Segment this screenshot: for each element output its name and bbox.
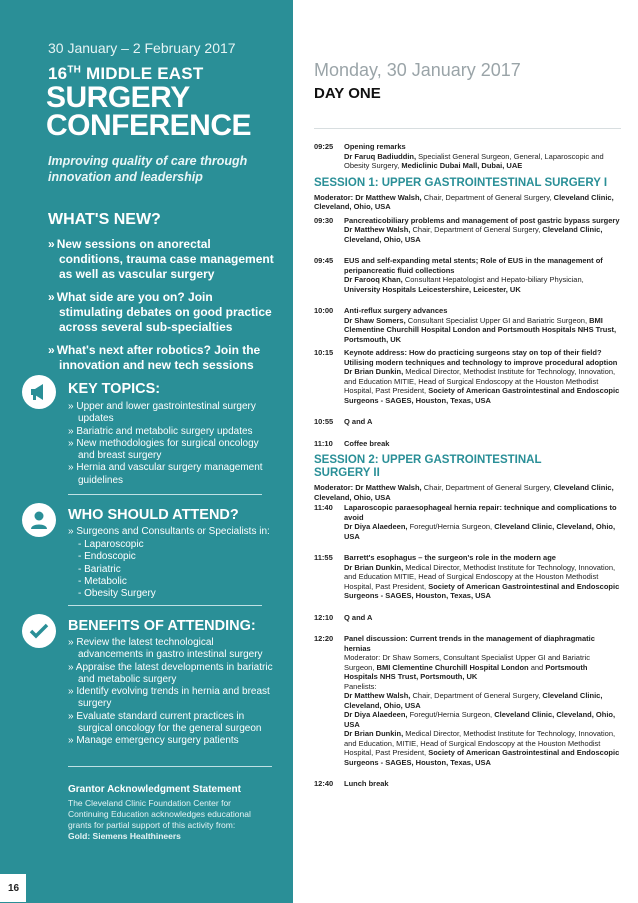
tagline: Improving quality of care through innovation and leadership (48, 154, 248, 184)
agenda-item: 09:30 Pancreaticobiliary problems and management of post gastric bypass surgery Dr Matthew Walsh, Chair, Department of General Surgery, Cleveland Clinic, Cleveland, Ohio, USA (314, 215, 620, 244)
agenda-item: 10:15 Keynote address: How do practicing surgeons stay on top of their field? Utilising modern techniques and technology to improve procedural adoption Dr Brian Dunkin, Medical Director, Methodist Institute for Technology, Innovation, and Education MITIE, Head of Surgical Endoscopy at the Houston Methodist Hospital, Past President, Society of American Gastrointestinal and Endoscopic Surgeons - SAGES, Houston, Texas, USA (314, 348, 620, 405)
agenda-day: DAY ONE (314, 85, 381, 102)
edition-rest: MIDDLE EAST (85, 64, 204, 83)
edition-suffix: TH (67, 64, 82, 76)
edition-number: 16 (48, 64, 68, 83)
chevron-icon: » (68, 637, 74, 648)
agenda-item: 09:45 EUS and self-expanding metal stents; Role of EUS in the management of peripancreatic fluid collections Dr Farooq Khan, Consultant Hepatologist and Hepato-biliary Physician, University Hospitals Leicestershire, Leicester, UK (314, 256, 603, 294)
agenda-date: Monday, 30 January 2017 (314, 60, 521, 80)
title-line-1: SURGERY (46, 81, 190, 114)
specialty-item: - Endoscopic (78, 551, 136, 563)
chevron-icon: » (68, 661, 74, 673)
key-topics-list (68, 401, 278, 487)
whats-new-list (48, 237, 278, 381)
chevron-icon: » (68, 425, 74, 437)
agenda-item: 12:40 Lunch break (314, 779, 389, 788)
specialty-item: - Bariatric (78, 563, 121, 575)
attendee-intro: » Surgeons and Consultants or Specialists in: (68, 526, 270, 537)
divider (68, 605, 262, 606)
chevron-icon: » (48, 237, 55, 251)
benefits-heading: BENEFITS OF ATTENDING: (68, 618, 256, 634)
key-topic-item: » New methodologies for surgical oncology and breast surgery (68, 437, 259, 462)
chevron-icon: » (68, 526, 74, 537)
sidebar (0, 0, 293, 903)
agenda-column (293, 0, 638, 903)
session-2-title: SESSION 2: UPPER GASTROINTESTINAL SURGERY II (314, 454, 542, 479)
key-topic-item: » Bariatric and metabolic surgery updates (68, 425, 253, 437)
benefit-item: » Evaluate standard current practices in surgical oncology for the general surgeon (68, 710, 262, 735)
page-number: 16 (8, 883, 20, 894)
benefit-item: » Identify evolving trends in hernia and breast surgery (68, 686, 270, 710)
whats-new-item: » What side are you on? Join stimulating debates on good practice across several sub-specialties (48, 290, 272, 334)
key-topic-item: » Upper and lower gastrointestinal surgery updates (68, 401, 256, 425)
speaker-org: Mediclinic Dubai Mall, Dubai, UAE (401, 161, 523, 170)
chevron-icon: » (48, 343, 55, 357)
whats-new-heading: WHAT'S NEW? (48, 211, 161, 228)
megaphone-icon (22, 375, 56, 409)
conference-dates: 30 January – 2 February 2017 (48, 40, 236, 56)
conference-title (46, 81, 252, 142)
chevron-icon: » (68, 686, 74, 698)
grantor-text: The Cleveland Clinic Foundation Center for Continuing Education acknowledges educational grants for partial support of this activity from: (68, 798, 251, 830)
chevron-icon: » (68, 437, 74, 449)
grantor-heading: Grantor Acknowledgment Statement (68, 784, 241, 795)
specialty-item: - Laparoscopic (78, 539, 144, 550)
chevron-icon: » (68, 710, 74, 722)
whats-new-item: » New sessions on anorectal conditions, trauma case management as well as vascular surgery (48, 237, 274, 281)
session-moderator: Moderator: Dr Matthew Walsh, Chair, Department of General Surgery, Cleveland Clinic, Cleveland, Ohio, USA (314, 192, 614, 211)
key-topic-item: » Hernia and vascular surgery management guidelines (68, 462, 263, 486)
benefit-item: » Appraise the latest developments in bariatric and metabolic surgery (68, 661, 273, 685)
agenda-list (314, 142, 621, 793)
agenda-time: 09:25 (314, 142, 334, 151)
grantor-gold: Gold: Siemens Healthineers (68, 831, 181, 841)
whats-new-item: » What's next after robotics? Join the innovation and new tech sessions (48, 343, 261, 372)
agenda-item: 10:55 Q and A (314, 417, 373, 426)
benefit-item: » Manage emergency surgery patients (68, 735, 239, 747)
agenda-item: 11:40 Laparoscopic paraesophageal hernia repair: technique and complications to avoid Dr Diya Alaedeen, Foregut/Hernia Surgeon, Cleveland Clinic, Cleveland, Ohio, USA (314, 503, 617, 541)
session-1-title: SESSION 1: UPPER GASTROINTESTINAL SURGERY I (314, 176, 608, 189)
speaker-role: Specialist General Surgeon, General, Laparoscopic and Obesity Surgery, (344, 151, 604, 170)
chevron-icon: » (68, 401, 74, 412)
benefits-list (68, 637, 278, 748)
specialty-item: - Obesity Surgery (78, 588, 156, 600)
title-line-2: CONFERENCE (46, 109, 252, 142)
agenda-item: 11:55 Barrett's esophagus – the surgeon's role in the modern age Dr Brian Dunkin, Medical Director, Methodist Institute for Technology, Innovation, and Education MITIE, Head of Surgical Endoscopy at the Houston Methodist Hospital, Past President, Society of American Gastrointestinal and Endoscopic Surgeons - SAGES, Houston, Texas, USA (314, 553, 620, 600)
speaker-name: Dr Faruq Badiuddin, (344, 151, 417, 161)
agenda-item: 12:10 Q and A (314, 612, 373, 622)
person-icon (22, 503, 56, 537)
agenda-item: 11:10 Coffee break (314, 438, 390, 448)
agenda-title: Opening remarks (344, 142, 406, 151)
agenda-item (314, 142, 621, 171)
who-should-attend-list (68, 526, 278, 538)
specialty-list (78, 539, 288, 600)
chevron-icon: » (48, 290, 55, 304)
who-should-attend-heading: WHO SHOULD ATTEND? (68, 507, 239, 523)
session-moderator: Moderator: Dr Matthew Walsh, Chair, Department of General Surgery, Cleveland Clinic, Cleveland, Ohio, USA (314, 483, 614, 502)
agenda-item: 10:00 Anti-reflux surgery advances Dr Shaw Somers, Consultant Specialist Upper GI and Bariatric Surgeon, BMI Clementine Churchill Hospital London and Portsmouth Hospitals NHS Trust, Portsmouth, UK (314, 306, 617, 344)
key-topics-heading: KEY TOPICS: (68, 381, 161, 397)
chevron-icon: » (68, 462, 74, 474)
benefit-item: » Review the latest technological advancements in gastro intestinal surgery (68, 637, 263, 661)
agenda-item: 12:20 Panel discussion: Current trends in the management of diaphragmatic hernias Moderator: Dr Shaw Somers, Consultant Specialist Upper GI and Bariatric Surgeon, BMI Clementine Churchill Hospital London and Portsmouth Hospitals NHS Trust, Portsmouth, UK Panelists: Dr Matthew Walsh, Chair, Department of General Surgery, Cleveland Clinic, Cleveland, Ohio, USA Dr Diya Alaedeen, Foregut/Hernia Surgeon, Cleveland Clinic, Cleveland, Ohio, USA Dr Brian Dunkin, Medical Director, Methodist Institute for Technology, Innovation, and Education, MITIE, Head of Surgical Endoscopy at the Houston Methodist Hospital, Past President, Society of American Gastrointestinal and Endoscopic Surgeons - SAGES, Houston, Texas, USA (314, 634, 620, 767)
divider (314, 128, 621, 129)
specialty-item: - Metabolic (78, 575, 127, 587)
divider (68, 494, 262, 495)
checkmark-icon (22, 614, 56, 648)
chevron-icon: » (68, 735, 74, 747)
divider (68, 766, 272, 767)
